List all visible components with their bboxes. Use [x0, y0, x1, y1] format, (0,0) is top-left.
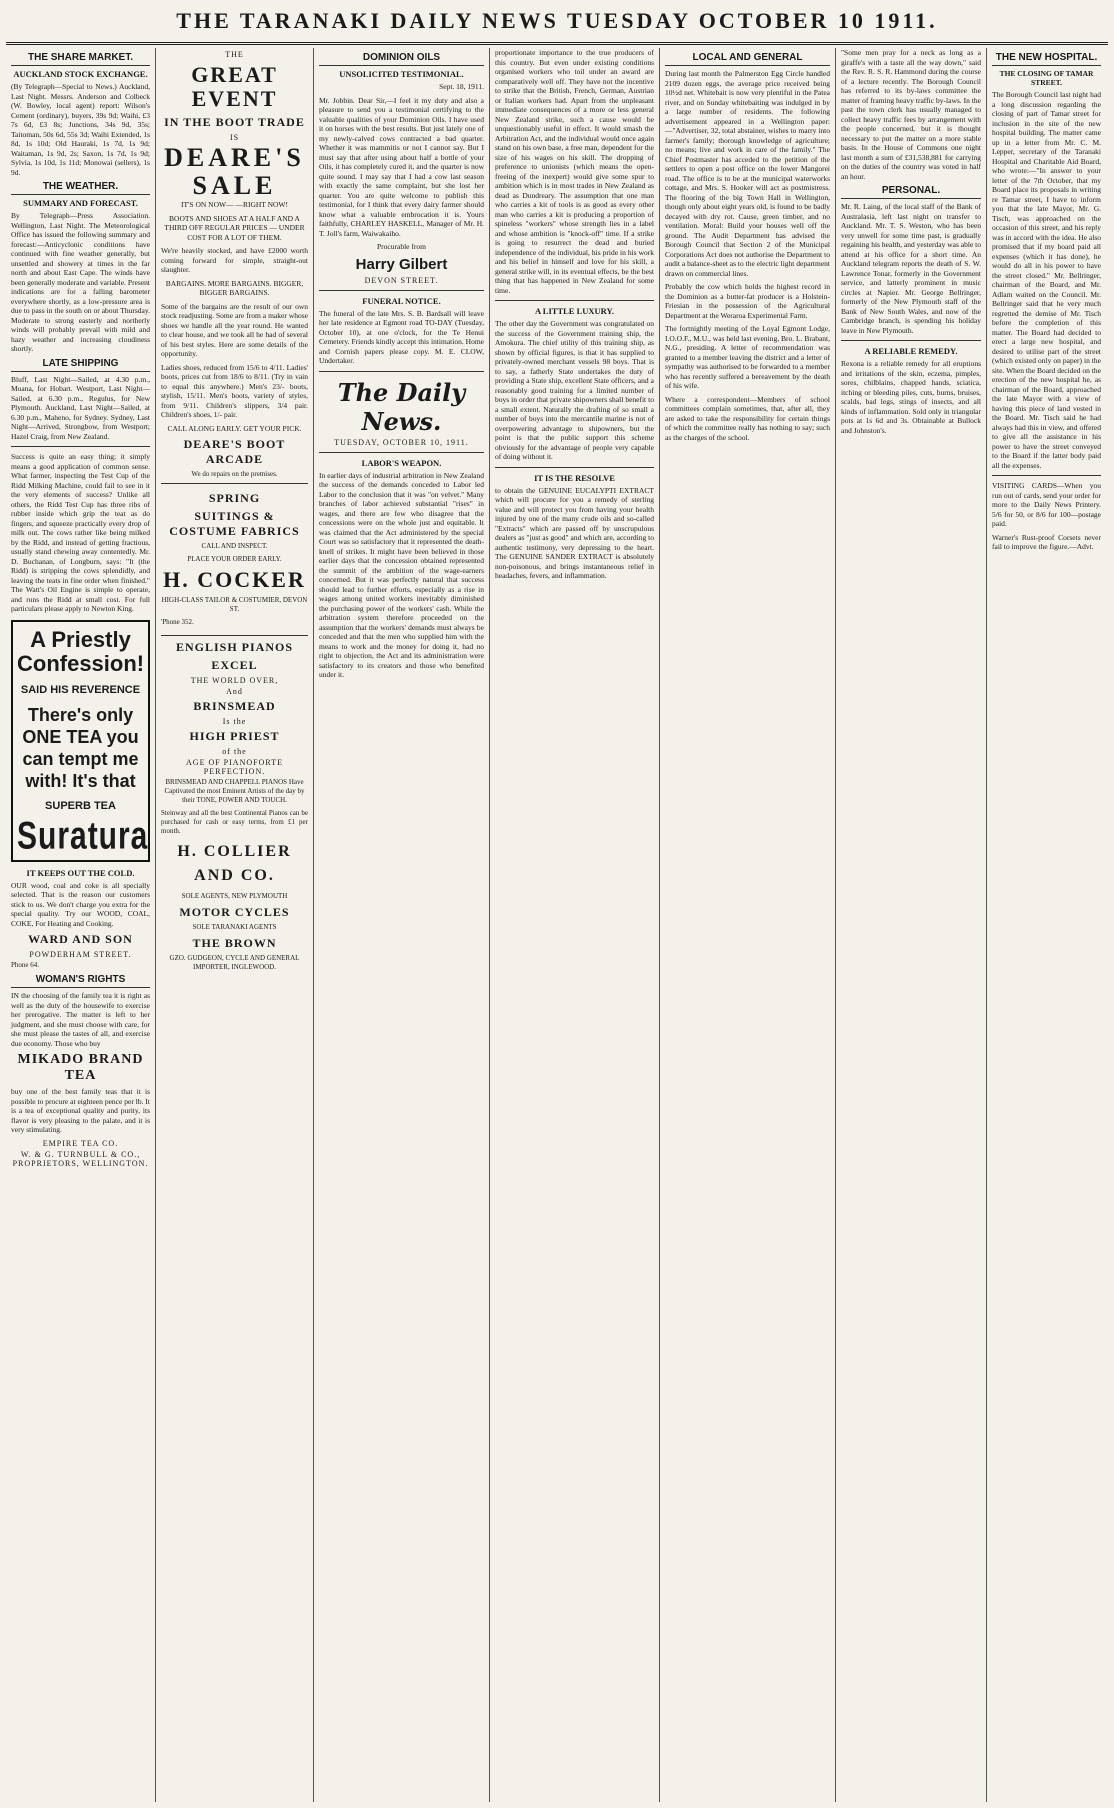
brinsmead: BRINSMEAD: [193, 699, 276, 713]
price-list: Ladies shoes, reduced from 15/6 to 4/11. Ladies' boots, prices cut from 18/6 to 8/11. (Try in vain to equal this anywhere.) Men's 23/- boots, stylish, 15/11. Men's boots, variety of styles, from 9/11. Children's slippers, 3/4 pair. Children's shoes, 1/- pair.: [161, 362, 308, 419]
little-luxury-body: The other day the Government was congratulated on the success of the Government training ship, the Amokura. The chief utility of this training ship, as shown by official figures, is that it has supplied to privately-owned merchant vessels 98 boys. That is to say, a fatherly State undertakes the duty of providing a State ship, excellent State officers, and a reasonably good training for a limited number of boys in order that private shipowners shall benefit to a small extent. Naturally the drafting of so small a number of boys into the mercantile marine is not of overpowering advantage to shipowners, but the point is that the public support this scheme obviously for the advantage of people very capable of doing without it.: [495, 319, 654, 461]
editorial-body: In earlier days of industrial arbitration in New Zealand the success of the demands conceded to Labor led Labor to the conclusion that it was "on velvet." Many branches of labor achieved substantial "rises" in wages, and there are few who disagree that the concessions were on the whole just and equitable. It was claimed that the Act administered by the special Court was so satisfactory that it represented the death-knell of strikes. It might have been believed in those earlier days that the concession obtained represented the summit of the ambition of the wage-earners concerned. But it was perfectly natural that success should lead to further efforts, especially as a rise in wages among united workers inevitably diminished the purchasing power of the workers' cash. While the arbitration system therefore proceeded on the assumption that the workers' demands must always be conceded and that the men who supplied him with the means to work and the money for doing it, had no right to objection, the Act and its administration were satisfactory to its creators and those who benefited under it.: [319, 470, 484, 679]
suratura-subline: SAID HIS REVERENCE: [20, 683, 141, 696]
remedy-body: Rexona is a reliable remedy for all eruptions and irritations of the skin, eczema, pimples, sores, chilblains, chapped hands, sciatica, itching or bleeding piles, cuts, burns, bruises, scalds, bad legs, stings of insects, and all kinds of inflammation. Sold only in triangular pots at 1s 6d and 3s. Obtainable at Bullock and Johnston's.: [841, 359, 981, 435]
on-now-line: IT'S ON NOW— —RIGHT NOW!: [180, 200, 289, 209]
boot-trade-heading: IN THE BOOT TRADE: [164, 115, 305, 129]
boot-arcade: DEARE'S BOOT ARCADE: [183, 437, 286, 466]
stock-exchange-heading: AUCKLAND STOCK EXCHANGE.: [13, 69, 148, 79]
suitings-heading: SUITINGS & COSTUME FABRICS: [169, 509, 300, 538]
bargains-heading: BARGAINS. MORE BARGAINS. BIGGER, BIGGER BARGAINS.: [165, 278, 304, 297]
column-1: [6, 48, 156, 1802]
divider: [992, 475, 1101, 476]
local-general-body: During last month the Palmerston Egg Circle handled 2109 dozen eggs, the average price received being 10½d net. Whitebait is now very plentiful in the Patea river, and on Sunday whitebaiting was indulged in by a large number of residents. The following advertisement appeared in a Wellington paper:—"Advertiser, 32, total abstainer, wishes to marry into farmer's family; thorough knowledge of agriculture; no means; live and work in care of the family." The Chief Postmaster has acceded to the petition of the settlers to open a post office on the lower Mangorei road. The office is to be at the municipal waterworks cottage, and Mrs. S. Hooker will act as postmistress. The flooring of the big Town Hall in Wellington, though only about eight years old, is found to be badly decayed with dry rot. Cause, green timber, and no ventilation. Moral: Build your houses well off the ground. The Audit Department has advised the Borough Council that Section 2 of the Municipal Corporations Act does not authorise the Department to audit a balance-sheet as to the electric light department drawn on commercial lines.: [665, 69, 830, 278]
tamar-street-subheading: THE CLOSING OF TAMAR STREET.: [999, 69, 1094, 87]
weather-heading: THE WEATHER.: [11, 181, 150, 195]
call-inspect: CALL AND INSPECT.: [201, 542, 268, 550]
cold-heading: IT KEEPS OUT THE COLD.: [26, 867, 135, 878]
labors-weapon-heading: LABOR'S WEAPON.: [361, 457, 442, 468]
general-notes-body: "Some men pray for a neck as long as a giraffe's with a taste all the way down," said the Rev. R. S. R. Hammond during the course of a lecture recently. The Borough Council has referred to its by-laws committee the matter of framing heavy traffic by-laws. In the past the town clerk has usually managed to collect heavy traffic fees by arrangement with the people concerned, but it is thought necessary to put the matter on a more stable basis. In the House of Commons one night last month a sum of £31,538,881 for carrying on the duties of the country was voted in half an hour.: [841, 48, 981, 181]
divider: [11, 446, 150, 447]
divider: [319, 290, 484, 291]
sole-agents: SOLE TARANAKI AGENTS: [192, 923, 277, 931]
local-general-heading: LOCAL AND GENERAL: [665, 52, 830, 66]
masthead: [6, 0, 1108, 45]
new-hospital-body: The Borough Council last night had a long discussion regarding the closing of part of Tamar street for inclusion in the site of the new hospital building. The matter came up in a letter from Mr. C. M. Lepper, secretary of the Taranaki Hospital and Charitable Aid Board, who wrote:—"In answer to your letter of the 7th October, that my Board place its proposals in writing re Tamar street, I have to inform you that the late Mayor, Mr. G. Tisch, was approached on the occasion of this street, and his reply was in accord with the idea. He also promised that if my board paid all expenses (which it has done), he would do all in his power to have the street closed." Mr. Bellringer, chairman of the Board, and Mr. Adlam waited on the Council. Mr. Bellringer said that he very much regretted the demise of Mr. Tisch before the completion of this matter. The Board had decided to erect a large new hospital, and desired to utilise part of the street (which existed only on paper) in the site. When the Board decided on the erection of the new hospital he, as chairman of the Board, approached the late Mayor with a view of having this piece of land vested in the Board. Mr. Tisch said he had always had this in view, and offered to give all the assistance in his power to have the street conveyed to the Board if the latter body paid all the expenses.: [992, 90, 1101, 470]
collier-agents: SOLE AGENTS, NEW PLYMOUTH: [181, 892, 288, 900]
of-the: of the: [222, 747, 247, 756]
devon-street: DEVON STREET.: [364, 275, 439, 285]
mikado-brand: MIKADO BRAND TEA: [17, 1052, 144, 1083]
personal-body: Mr. R. Laing, of the local staff of the Bank of Australasia, left last night on transfer to Auckland. Mr. T. S. Weston, who has been very unwell for some time past, is gradually regaining his health, and yesterday was able to attend at his office for a short time. An Auckland telegram reports the death of S. W. Lawrence Tonar, formerly in the Government service, and latterly prominent in music circles at Napier. Mr. George Bellringer, formerly of the New Plymouth staff of the Bank of New South Wales, and now of the Cambridge branch, is spending his holiday leave in New Plymouth.: [841, 202, 981, 335]
divider: [495, 300, 654, 301]
womans-rights-heading: WOMAN'S RIGHTS: [11, 974, 150, 988]
share-market-heading: THE SHARE MARKET.: [11, 52, 150, 66]
weather-body: By Telegraph—Press Association. Wellington, Last Night. The Meteorological Office has issued the following summary and forecast:—Anticyclonic conditions have continued with fine weather generally, but unsettled and showery at times in the far north and about East Cape. The winds have been generally moderate and variable. Present indications are for a falling barometer everywhere shortly, as a low-pressure area is due to pass in the south on or about Thursday. Moderate to strong easterly and northerly winds will probably prevail with mild and hazy weather and increasing cloudiness shortly.: [11, 211, 150, 353]
testimonial-body: Mr. Jobbin. Dear Sir,—I feel it my duty and also a pleasure to send you a testimonial certifying to the valuable qualities of your Dominion Oils. I have used it on horses with the best results. But just lately one of my newly-calved cows contracted a bad quarter. Whether it was mammitis or not I cannot say. But I must say that after using about half a bottle of your Oils, it has completely cured it, and the quarter is now quite sound. I may say that I had a cow last season with exactly the same complaint, but she lost her quarter. You are quite welcome to publish this testimonial, for I think that every dairy farmer should know what a valuable embrocation it is. Yours faithfully, CHARLEY HASKELL, Manager of Mr. H. T. Joll's farm, Waiwakaiho.: [319, 95, 484, 238]
divider: [319, 452, 484, 453]
bargains-body: Some of the bargains are the result of our own stock readjusting. Some are from a maker whose shoes we handle all the year round. He wanted to clear house, and we took all he had of several of his best styles. Here are some details of the opportunity.: [161, 301, 308, 358]
is-the: Is the: [222, 717, 247, 726]
column-3: [314, 48, 490, 1802]
order-early: PLACE YOUR ORDER EARLY.: [187, 555, 282, 563]
call-early: CALL ALONG EARLY. GET YOUR PICK.: [167, 423, 302, 433]
deare-is: IS: [229, 133, 240, 142]
masthead-title: THE TARANAKI DAILY NEWS TUESDAY OCTOBER 10 1911.: [176, 8, 938, 33]
deare-the: THE: [225, 50, 244, 59]
boots-half-off: BOOTS AND SHOES AT A HALF AND A THIRD OFF REGULAR PRICES — UNDER COST FOR A LOT OF THEM.: [164, 213, 305, 242]
deares-heading: DEARE'S: [164, 143, 305, 172]
funeral-heading: FUNERAL NOTICE.: [362, 295, 441, 306]
shipping-body: Bluff, Last Night—Sailed, at 4.30 p.m., Moana, for Hobart. Westport, Last Night—Sailed, at 6.30 p.m., Regulus, for New Plymouth. Auckland, Last Night—Sailed, at 6.30 p.m., Maheno, for Sydney. Sydney, Last Night—Arrived, Strongbow, from Westport; Hazel Craig, from New Zealand.: [11, 374, 150, 441]
ward-phone: Phone 64.: [11, 961, 39, 969]
high-priest: HIGH PRIEST: [189, 729, 280, 743]
steinway-text: Steinway and all the best Continental Pianos can be purchased for cash or easy terms, from £1 per month.: [161, 809, 308, 835]
divider: [841, 340, 981, 341]
repairs-note: We do repairs on the premises.: [191, 470, 278, 478]
dominion-oils-heading: DOMINION OILS: [319, 52, 484, 66]
warner-corsets-notice: Warner's Rust-proof Corsets never fail to improve the figure.—Advt.: [992, 532, 1101, 551]
cocker-advert: [161, 483, 308, 636]
resolve-body: to obtain the GENUINE EUCALYPTI EXTRACT which will procure for you a remedy of sterling value and will protect you from having your health injured by one of the many crude oils and so-called "Extracts" which are passed off by unscrupulous dealers as "just as good" and which are, according to authentic testimony, very depressing to the heart. The GENUINE SANDER EXTRACT is absolutely non-poisonous, and brings instantaneous relief in headaches, fevers, and inflammation.: [495, 485, 654, 580]
editorial-continued: proportionate importance to the true producers of this country. But even under existing conditions organised workers who toil under an award are comparatively well off. They have not the incentive to strike that the British, French, German, Austrian or Italian workers had. Apart from the unpleasant immediate consequences of a more or less general New Zealand strike, such a cause would be unquestionably useful in effect. It would smash the Arbitration Act, and the individual would once again stand on his own base, a free man, dependent for the size of his wages on his skill. The dropping of preference to unionists (which means the open-freeing of the inexpert) would give some spur to ambition which is in most trades in New Zealand as dead as Dundreary. The assumption that one man who carries a kit of tools is as good as every other man who carries a kit is producing a proportion of spineless "workers" whose strength lies in a label and whose ambition is "knock-off" time. If a strike is going to resurrect the dead and buried independence of the individual, his pride in his work and his belief in himself and love for his skill, a general strike will, in its eventual effects, be the best thing that has happened in New Zealand for some time.: [495, 48, 654, 295]
womans-rights-body: IN the choosing of the family tea it is right as well as the duty of the housewife to exercise her prerogative. The matter is left to her judgment, and she must choose with care, for she must please the tastes of all, and exercise due economy. Those who buy: [11, 991, 150, 1048]
columns: [6, 48, 1108, 1802]
pianoforte-perfection: AGE OF PIANOFORTE PERFECTION.: [186, 758, 283, 776]
weather-subheading: SUMMARY AND FORECAST.: [23, 198, 138, 208]
english-pianos: ENGLISH PIANOS: [175, 640, 294, 654]
mikado-body: buy one of the best family teas that it is possible to procure at eighteen pence per lb. It is a tea of exceptional quality and purity, its flavor is very pleasing to the palate, and it is very stimulating.: [11, 1087, 150, 1134]
daily-news-nameplate: The Daily News.: [337, 377, 466, 436]
stock-exchange-body: (By Telegraph—Special to News.) Auckland, Last Night. Messrs. Anderson and Colbeck (W. Bowley, local agent) report: Wilson's Cement (ordinary), buyers, 39s 9d; Waihi, £3 7s 6d, £3 8s; Junctions, 34s 9d, 35s; Taitoman, 50s 6d, 55s 3d; Waihi Extended, 1s 8d, 1s 10d; Old Hauraki, 1s 7d, 1s 9d; Waitaman, 1s 9d, 2s; Saxon, 1s 7d, 1s 9d; Sylvia, 1s 10d, 1s 11d; Monowai (sellers), 1s 9d.: [11, 82, 150, 177]
cocker-subtitle: HIGH-CLASS TAILOR & COSTUMIER, DEVON ST.: [161, 596, 308, 613]
testimonial-subheading: UNSOLICITED TESTIMONIAL.: [339, 69, 464, 79]
the-brown: THE BROWN: [192, 936, 277, 950]
suratura-advert: [11, 620, 150, 862]
suratura-superb: SUPERB TEA: [45, 799, 116, 812]
column-2: [156, 48, 314, 1802]
new-hospital-heading: THE NEW HOSPITAL.: [992, 52, 1101, 66]
editorial-date: TUESDAY, OCTOBER 10, 1911.: [334, 437, 469, 447]
harry-gilbert: Harry Gilbert: [355, 255, 448, 273]
excel: EXCEL: [211, 658, 258, 672]
column-5: [660, 48, 836, 1802]
divider: [495, 467, 654, 468]
world-over: THE WORLD OVER,: [190, 676, 279, 685]
gudgeon: GZO. GUDGEON, CYCLE AND GENERAL IMPORTER, INGLEWOOD.: [169, 954, 300, 971]
shipping-heading: LATE SHIPPING: [11, 358, 150, 372]
turnbull-proprietors: W. & G. TURNBULL & CO., PROPRIETORS, WELLINGTON.: [12, 1149, 149, 1168]
heavily-stocked: We're heavily stocked, and have £2000 worth coming forward for simple, straight-out slaughter.: [161, 246, 308, 274]
divider: [319, 371, 484, 372]
little-luxury-heading: A LITTLE LUXURY.: [535, 306, 614, 316]
cocker-name: H. COCKER: [163, 567, 306, 592]
remedy-heading: A RELIABLE REMEDY.: [864, 346, 958, 356]
suratura-headline: A Priestly Confession!: [17, 626, 145, 676]
funeral-body: The funeral of the late Mrs. S. B. Bardsall will leave her late residence at Egmont road TO-DAY (Tuesday, October 10), at one o'clock, for the Te Henui Cemetery. Friends kindly accept this intimation. Home and Cornish papers please copy. M. E. CLOW, Undertaker.: [319, 308, 484, 365]
column-4: [490, 48, 660, 1802]
motor-cycles: MOTOR CYCLES: [179, 905, 290, 919]
ward-and-son: WARD AND SON: [28, 932, 133, 946]
column-7: [987, 48, 1106, 1802]
chappell-text: BRINSMEAD AND CHAPPELL PIANOS Have Captivated the most Eminent Artists of the day by their TONE, POWER AND TOUCH.: [164, 778, 305, 804]
cold-body: OUR wood, coal and coke is all specially selected. That is the reason our customers stick to us. We don't charge you extra for the special quality. Try our WOOD, COAL, COKE, For Heating and Cooking.: [11, 880, 150, 928]
visiting-cards-notice: VISITING CARDS—When you run out of cards, send your order for more to the Daily News Printery. 5/6 for 50, or 8/6 for 100—postage paid.: [992, 481, 1101, 528]
sale-heading: SALE: [192, 171, 277, 200]
great-event-heading: GREAT EVENT: [191, 62, 278, 111]
suratura-quote: There's only ONE TEA you can tempt me with! It's that: [22, 704, 139, 791]
local-general-cow: Probably the cow which holds the highest record in the Dominion as a butter-fat producer is a Holstein-Friesian in the possession of the Agricultural Department at the Weraroa Experimental Farm.: [665, 282, 830, 320]
and-word: And: [226, 687, 243, 696]
ridd-advert-body: Success is quite an easy thing; it simply means a good application of common sense. What farmer, inspecting the Test Cup of the Ridd Milking Machine, could fail to see in it the very elements of success? Unlike all others, the Ridd Test Cup has three ribs of rubber inside which grip the teat as do fingers, and squeeze practically every drop of milk out. The cows rather like being milked by the Ridd, and instead of getting fractious, usually stand chewing away contentedly. Mr. D. Buchanan, of Longburn, says: "It (the Ridd) is stripping the cows splendidly, and leaving the teats in fine order when finished." The Watt's Oil Engine is simple to operate, and runs the Ridd at small cost. For full particulars please apply to Newton King.: [11, 452, 150, 613]
local-general-lodge: The fortnightly meeting of the Loyal Egmont Lodge, I.O.O.F., M.U., was held last evening, Bro. L. Brabant, N.G., presiding. A letter of recommendation was granted to a member leaving the district and a letter of sympathy was authorised to be forwarded to a member who has recently suffered a bereavement by the death of his wife.: [665, 324, 830, 390]
personal-heading: PERSONAL.: [841, 185, 981, 199]
spring-heading: SPRING: [208, 491, 261, 505]
local-general-committee: Where a correspondent—Members of school committees complain sometimes, that, after all, they are asked to take the responsibility for certain things of which the committee really has nothing to say; such as the charges of the school.: [665, 394, 830, 442]
ward-address: POWDERHAM STREET.: [29, 950, 132, 959]
suratura-brand: Suratura: [17, 814, 149, 858]
cocker-phone: 'Phone 352.: [161, 618, 194, 626]
collier-name: H. COLLIER AND CO.: [177, 843, 292, 884]
empire-tea: EMPIRE TEA CO.: [42, 1138, 119, 1148]
testimonial-date: Sept. 18, 1911.: [439, 82, 484, 91]
procurable: Procurable from: [377, 242, 426, 251]
resolve-heading: IT IS THE RESOLVE: [534, 472, 615, 483]
column-6: [836, 48, 987, 1802]
